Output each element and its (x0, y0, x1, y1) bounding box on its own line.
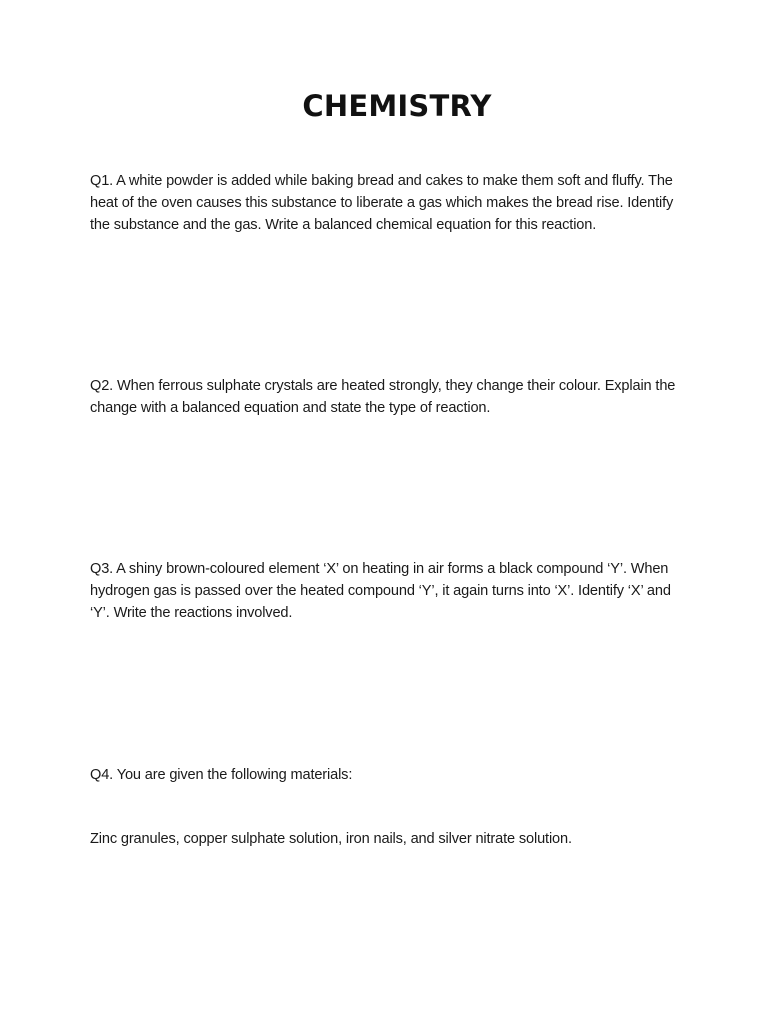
question-4: Q4. You are given the following materials: (90, 767, 353, 783)
materials-list: Zinc granules, copper sulphate solution, iron nails, and silver nitrate solution. (90, 831, 572, 847)
question-2: Q2. When ferrous sulphate crystals are heated strongly, they change their colour. Explain the change with a balanced equation and state the type of reaction. (90, 378, 676, 416)
question-3: Q3. A shiny brown-coloured element ‘X’ on heating in air forms a black compound ‘Y’. When hydrogen gas is passed over the heated compound ‘Y’, it again turns into ‘X’. Identify ‘X’ and ‘Y’. Write the reactions involved. (90, 561, 671, 621)
question-1: Q1. A white powder is added while baking bread and cakes to make them soft and fluffy. The heat of the oven causes this substance to liberate a gas which makes the bread rise. Identify the substance and the gas. Write a balanced chemical equation for this reaction. (90, 173, 674, 233)
page-title: CHEMISTRY (302, 89, 492, 123)
